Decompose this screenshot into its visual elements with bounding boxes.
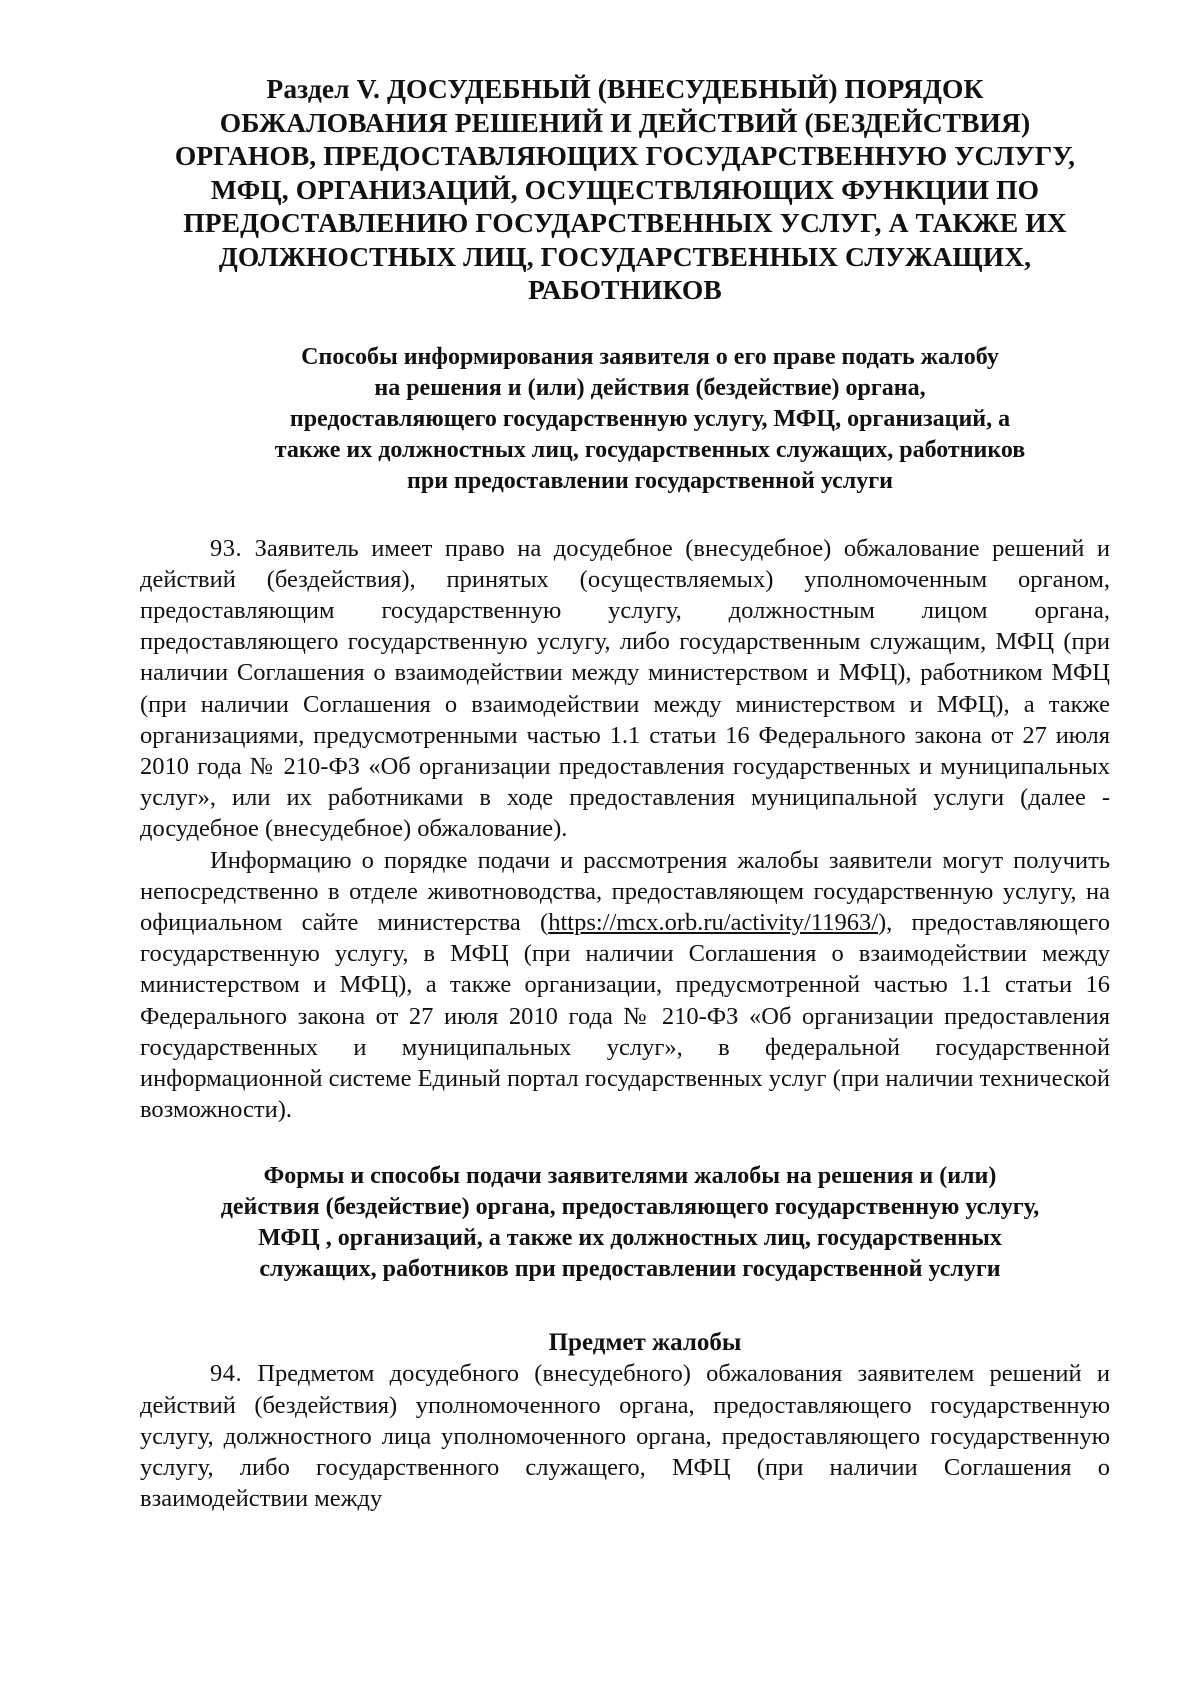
section-title-line: МФЦ, ОРГАНИЗАЦИЙ, ОСУЩЕСТВЛЯЮЩИХ ФУНКЦИИ ПО [210,173,1040,205]
paragraph-text: Информацию о порядке подачи и рассмотрения жалобы заявители могут получить непосредственно в отделе животноводства, предоставляющем государственную услугу, на официальном сайте министерства ( [140,846,1110,936]
paragraph-93 [140,533,1110,845]
ministry-website-link[interactable]: https://mcx.orb.ru/activity/11963/ [548,908,879,936]
forms-heading [140,1161,1110,1285]
paragraph-number: 94. [210,1360,243,1388]
methods-heading-line: предоставляющего государственную услугу, МФЦ, организаций, а [289,405,1011,432]
methods-heading-line: также их должностных лиц, государственных служащих, работников [274,436,1026,463]
subject-heading: Предмет жалобы [548,1329,742,1357]
methods-heading-line: на решения и (или) действия (бездействие) органа, [374,374,926,401]
section-title [140,72,1110,307]
methods-heading-line: Способы информирования заявителя о его праве подать жалобу [301,343,999,370]
paragraph-94 [140,1358,1110,1514]
section-title-line: ПРЕДОСТАВЛЕНИЮ ГОСУДАРСТВЕННЫХ УСЛУГ, А ТАКЖЕ ИХ [183,207,1067,238]
forms-heading-line: Формы и способы подачи заявителями жалобы на решения и (или) [263,1163,997,1190]
methods-heading [140,342,1110,497]
paragraph-complaint-info [140,845,1110,1126]
section-title-line: ОРГАНОВ, ПРЕДОСТАВЛЯЮЩИХ ГОСУДАРСТВЕННУЮ УСЛУГУ, [174,140,1076,171]
section-title-line: Раздел V. ДОСУДЕБНЫЙ (ВНЕСУДЕБНЫЙ) ПОРЯДОК [266,73,984,104]
methods-heading-line: при предоставлении государственной услуги [407,467,893,494]
section-title-line: РАБОТНИКОВ [528,274,722,305]
section-title-line: ОБЖАЛОВАНИЯ РЕШЕНИЙ И ДЕЙСТВИЙ (БЕЗДЕЙСТВИЯ) [219,106,1031,138]
paragraph-number: 93. [210,534,243,562]
forms-heading-line: действия (бездействие) органа, предоставляющего государственную услугу, [220,1194,1040,1221]
section-title-line: ДОЛЖНОСТНЫХ ЛИЦ, ГОСУДАРСТВЕННЫХ СЛУЖАЩИХ, [218,240,1032,272]
forms-heading-line: служащих, работников при предоставлении государственной услуги [259,1256,1001,1283]
paragraph-text: Предметом досудебного (внесудебного) обжалования заявителем решений и действий (бездействия) уполномоченного органа, предоставляющего государственную услугу, должностного лица уполномоченного органа, предоставляющего государственную услугу, либо государственного служащего, МФЦ (при наличии Соглашения о взаимодействии между [140,1360,1110,1513]
document-page [140,72,1110,1514]
forms-heading-line: МФЦ , организаций, а также их должностных лиц, государственных [258,1225,1002,1252]
paragraph-text: Заявитель имеет право на досудебное (внесудебное) обжалование решений и действий (бездействия), принятых (осуществляемых) уполномоченным органом, предоставляющим государственную услугу, должностным лицом органа, предоставляющего государственную услугу, либо государственным служащим, МФЦ (при наличии Соглашения о взаимодействии между министерством и МФЦ), работником МФЦ (при наличии Соглашения о взаимодействии между министерством и МФЦ), а также организациями, предусмотренными частью 1.1 статьи 16 Федерального закона от 27 июля 2010 года № 210-ФЗ «Об организации предоставления государственных и муниципальных услуг», или их работниками в ходе предоставления муниципальной услуги (далее - досудебное (внесудебное) обжалование). [140,534,1110,843]
paragraph-text: ), предоставляющего государственную услугу, в МФЦ (при наличии Соглашения о взаимодействии между министерством и МФЦ), а также организации, предусмотренной частью 1.1 статьи 16 Федерального закона от 27 июля 2010 года № 210-ФЗ «Об организации предоставления государственных и муниципальных услуг», в федеральной государственной информационной системе Единый портал государственных услуг (при наличии технической возможности). [140,908,1110,1124]
